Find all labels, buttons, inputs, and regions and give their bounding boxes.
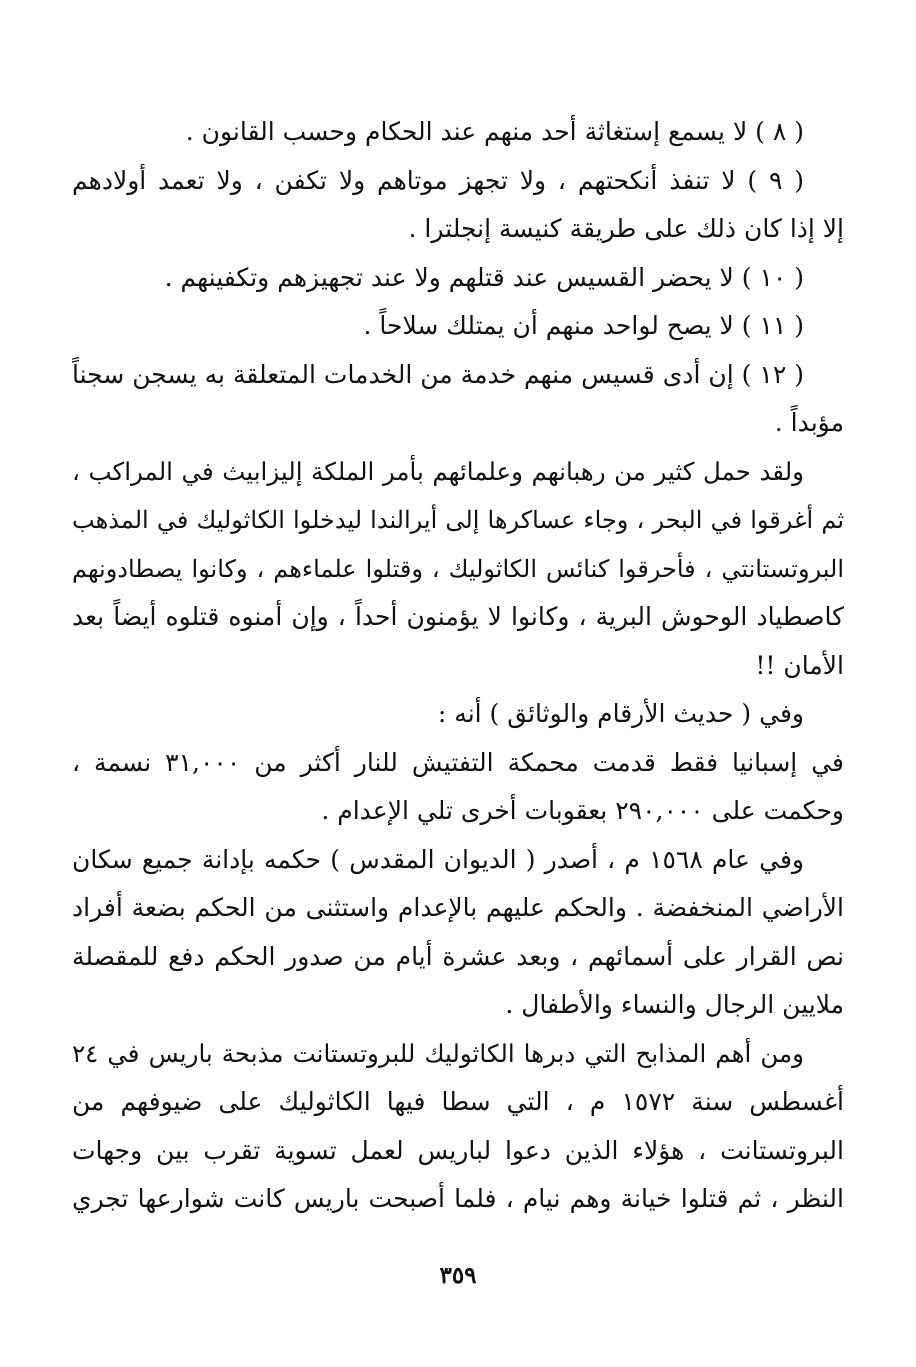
text-line: إلا إذا كان ذلك على طريقة كنيسة إنجلترا . (408, 214, 844, 243)
text-line: وفي عام ١٥٦٨ م ، أصدر ( الديوان المقدس ) حكمه بإدانة جميع سكان (72, 844, 804, 874)
text-line: ملايين الرجال والنساء والأطفال . (505, 990, 844, 1019)
text-line: ومن أهم المذابح التي دبرها الكاثوليك للبروتستانت مذبحة باريس في ٢٤ (72, 1038, 804, 1068)
text-line: ( ٩ ) لا تنفذ أنكحتهم ، ولا تجهز موتاهم ولا تكفن ، ولا تعمد أولادهم (72, 165, 805, 195)
text-line: الأراضي المنخفضة . والحكم عليهم بالإعدام واستثنى من الحكم بضعة أفراد (72, 893, 844, 922)
text-line: الأمان !! (755, 650, 844, 680)
text-line: ( ١٢ ) إن أدى قسيس منهم خدمة من الخدمات المتعلقة به يسجن سجناً (72, 359, 805, 389)
text-line: البروتستانتي ، فأحرقوا كنائس الكاثوليك ، وقتلوا علماءهم ، وكانوا يصطادونهم (72, 554, 844, 583)
text-line: وحكمت على ٢٩٠,٠٠٠ بعقوبات أخرى تلي الإعدام . (321, 796, 844, 825)
text-line: في إسبانيا فقط قدمت محمكة التفتيش للنار أكثر من ٣١,٠٠٠ نسمة ، (72, 747, 844, 777)
text-line: مؤبداً . (774, 408, 844, 437)
text-line: ( ٨ ) لا يسمع إستغاثة أحد منهم عند الحكام وحسب القانون . (185, 117, 804, 146)
text-line: النظر ، ثم قتلوا خيانة وهم نيام ، فلما أصبحت باريس كانت شوارعها تجري (72, 1184, 844, 1213)
text-line: وفي ( حديث الأرقام والوثائق ) أنه : (437, 699, 804, 728)
text-line: ولقد حمل كثير من رهبانهم وعلمائهم بأمر الملكة إليزابيث في المراكب ، (72, 456, 804, 486)
page-body (72, 108, 844, 1224)
text-line: كاصطياد الوحوش البرية ، وكانوا لا يؤمنون أحداً ، وإن أمنوه قتلوه أيضاً بعد (72, 602, 844, 631)
text-line: أغسطس سنة ١٥٧٢ م ، التي سطا فيها الكاثوليك على ضيوفهم من (72, 1087, 844, 1116)
text-line: ثم أغرقوا في البحر ، وجاء عساكرها إلى أيرالندا ليدخلوا الكاثوليك في المذهب (72, 506, 844, 534)
text-line: ( ١٠ ) لا يحضر القسيس عند قتلهم ولا عند تجهيزهم وتكفينهم . (164, 262, 804, 292)
text-line: ( ١١ ) لا يصح لواحد منهم أن يمتلك سلاحاً . (363, 311, 804, 340)
text-line: نص القرار على أسمائهم ، وبعد عشرة أيام من صدور الحكم دفع للمقصلة (72, 941, 844, 971)
text-line: البروتستانت ، هؤلاء الذين دعوا لباريس لعمل تسوية تقرب بين وجهات (72, 1135, 844, 1165)
page-number: ٣٥٩ (439, 1262, 477, 1289)
